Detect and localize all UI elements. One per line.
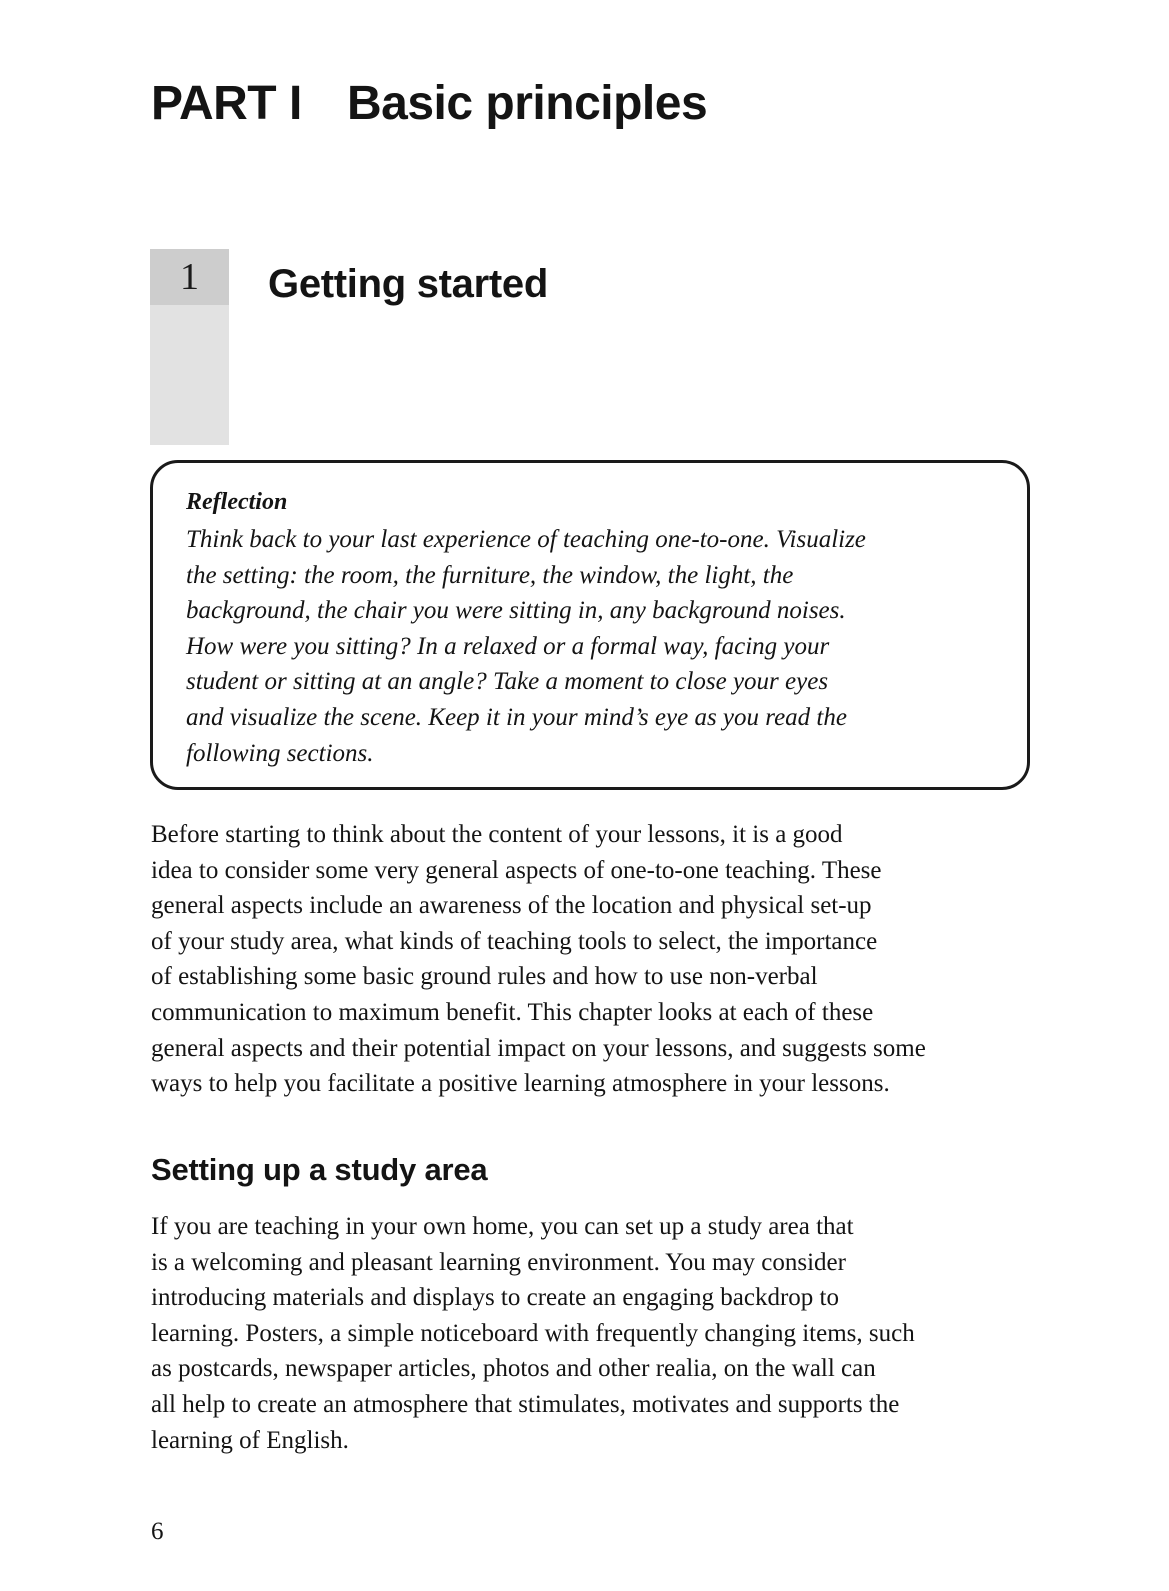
text-line: idea to consider some very general aspects of one-to-one teaching. These [151, 856, 882, 884]
text-line: following sections. [186, 739, 374, 767]
part-title: Basic principles [347, 77, 708, 130]
section-paragraph [151, 1209, 1051, 1458]
text-line: If you are teaching in your own home, you can set up a study area that [151, 1213, 854, 1240]
text-line: student or sitting at an angle? Take a moment to close your eyes [186, 668, 829, 696]
text-line: communication to maximum benefit. This chapter looks at each of these [151, 998, 874, 1026]
text-line: general aspects and their potential impact on your lessons, and suggests some [151, 1034, 926, 1062]
text-line: Before starting to think about the content of your lessons, it is a good [151, 821, 843, 848]
page-number: 6 [151, 1518, 164, 1545]
text-line: all help to create an atmosphere that stimulates, motivates and supports the [151, 1390, 900, 1418]
text-line: as postcards, newspaper articles, photos and other realia, on the wall can [151, 1355, 876, 1383]
text-line: the setting: the room, the furniture, the window, the light, the [186, 561, 794, 589]
reflection-title: Reflection [186, 489, 288, 515]
text-line: is a welcoming and pleasant learning environment. You may consider [151, 1248, 846, 1276]
text-line: learning of English. [151, 1426, 349, 1454]
chapter-number-block [150, 249, 229, 445]
text-line: Think back to your last experience of teaching one-to-one. Visualize [186, 526, 866, 553]
text-line: general aspects include an awareness of the location and physical set-up [151, 892, 872, 920]
reflection-text [186, 522, 996, 771]
text-line: How were you sitting? In a relaxed or a formal way, facing your [186, 632, 830, 660]
text-line: and visualize the scene. Keep it in your mind’s eye as you read the [186, 703, 847, 731]
text-line: background, the chair you were sitting in, any background noises. [186, 597, 846, 625]
text-line: ways to help you facilitate a positive learning atmosphere in your lessons. [151, 1070, 890, 1098]
text-line: of your study area, what kinds of teaching tools to select, the importance [151, 927, 878, 955]
intro-paragraph [151, 817, 1051, 1102]
part-label: PART I [151, 77, 302, 130]
part-heading [151, 76, 707, 132]
reflection-box [150, 460, 1030, 790]
text-line: introducing materials and displays to create an engaging backdrop to [151, 1284, 839, 1312]
chapter-title: Getting started [268, 262, 548, 306]
chapter-number: 1 [150, 249, 229, 305]
text-line: learning. Posters, a simple noticeboard with frequently changing items, such [151, 1319, 915, 1347]
text-line: of establishing some basic ground rules and how to use non-verbal [151, 963, 818, 991]
section-heading: Setting up a study area [151, 1152, 488, 1187]
